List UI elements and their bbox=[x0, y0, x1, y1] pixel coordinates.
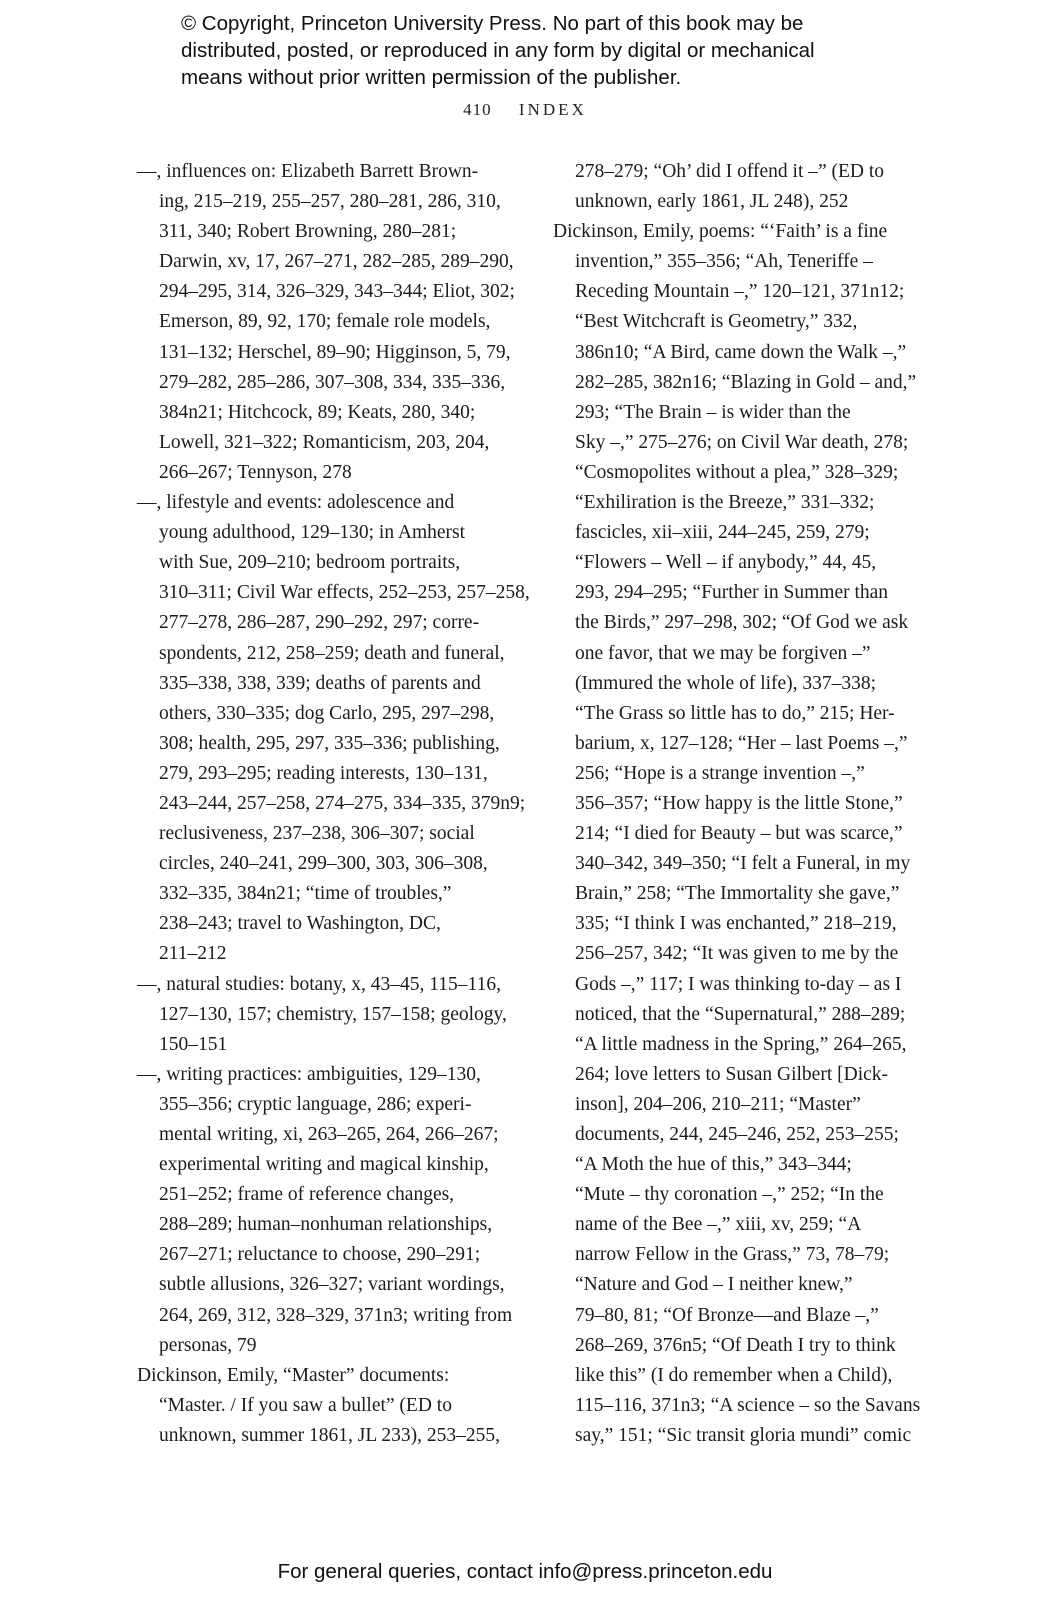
index-line-continuation: “A little madness in the Spring,” 264–265, bbox=[575, 1033, 907, 1055]
copyright-line: © Copyright, Princeton University Press. No part of this book may be bbox=[181, 12, 804, 35]
index-line-continuation: 214; “I died for Beauty – but was scarce,” bbox=[575, 823, 903, 845]
index-line-continuation: Sky –,” 275–276; on Civil War death, 278; bbox=[575, 431, 909, 453]
index-line-continuation: 264, 269, 312, 328–329, 371n3; writing from bbox=[159, 1304, 513, 1326]
index-line-continuation: like this” (I do remember when a Child), bbox=[575, 1364, 893, 1386]
index-line-continuation: others, 330–335; dog Carlo, 295, 297–298, bbox=[159, 702, 495, 724]
page-number: 410 bbox=[463, 100, 492, 119]
index-line-continuation: name of the Bee –,” xiii, xv, 259; “A bbox=[575, 1214, 862, 1236]
copyright-line: means without prior written permission of the publisher. bbox=[181, 66, 682, 89]
index-line-continuation: 310–311; Civil War effects, 252–253, 257–258, bbox=[159, 582, 530, 604]
index-line-continuation: 251–252; frame of reference changes, bbox=[159, 1184, 455, 1206]
index-line-continuation: 127–130, 157; chemistry, 157–158; geology, bbox=[159, 1003, 507, 1025]
index-line-continuation: one favor, that we may be forgiven –” bbox=[575, 642, 871, 664]
index-line-continuation: 386n10; “A Bird, came down the Walk –,” bbox=[575, 341, 907, 363]
index-line-continuation: Receding Mountain –,” 120–121, 371n12; bbox=[575, 281, 905, 303]
index-line-continuation: documents, 244, 245–246, 252, 253–255; bbox=[575, 1124, 899, 1145]
index-line-continuation: “Best Witchcraft is Geometry,” 332, bbox=[575, 311, 858, 333]
index-line-continuation: 308; health, 295, 297, 335–336; publishing, bbox=[159, 732, 500, 754]
index-line-continuation: Gods –,” 117; I was thinking to-day – as I bbox=[575, 973, 902, 995]
index-line-continuation: “Cosmopolites without a plea,” 328–329; bbox=[575, 461, 899, 483]
index-line-continuation: 282–285, 382n16; “Blazing in Gold – and,” bbox=[575, 371, 917, 393]
index-line-continuation: 79–80, 81; “Of Bronze—and Blaze –,” bbox=[575, 1304, 879, 1326]
index-line-continuation: 279–282, 285–286, 307–308, 334, 335–336, bbox=[159, 371, 506, 393]
index-line-continuation: 277–278, 286–287, 290–292, 297; corre- bbox=[159, 612, 480, 634]
index-line-continuation: noticed, that the “Supernatural,” 288–289; bbox=[575, 1003, 906, 1025]
index-line-continuation: 131–132; Herschel, 89–90; Higginson, 5, 79, bbox=[159, 341, 511, 363]
index-line-continuation: circles, 240–241, 299–300, 303, 306–308, bbox=[159, 853, 488, 875]
index-line-continuation: mental writing, xi, 263–265, 264, 266–267; bbox=[159, 1124, 499, 1145]
index-line-continuation: 294–295, 314, 326–329, 343–344; Eliot, 302; bbox=[159, 281, 515, 303]
index-line-continuation: “Nature and God – I neither knew,” bbox=[575, 1274, 853, 1296]
index-line-continuation: experimental writing and magical kinship, bbox=[159, 1154, 489, 1176]
index-line-continuation: unknown, summer 1861, JL 233), 253–255, bbox=[159, 1424, 501, 1446]
index-entry-heading: —, writing practices: ambiguities, 129–130, bbox=[137, 1063, 481, 1085]
index-line-continuation: 256; “Hope is a strange invention –,” bbox=[575, 762, 865, 784]
index-line-continuation: 293, 294–295; “Further in Summer than bbox=[575, 582, 889, 604]
index-line-continuation: “Flowers – Well – if anybody,” 44, 45, bbox=[575, 552, 877, 574]
index-column-left bbox=[137, 157, 530, 1451]
index-line-continuation: “The Grass so little has to do,” 215; Her- bbox=[575, 702, 895, 724]
index-line-continuation: 293; “The Brain – is wider than the bbox=[575, 401, 851, 423]
index-line-continuation: 264; love letters to Susan Gilbert [Dick- bbox=[575, 1063, 889, 1085]
index-entry-heading: Dickinson, Emily, poems: “‘Faith’ is a fine bbox=[553, 221, 888, 243]
index-line-continuation: 267–271; reluctance to choose, 290–291; bbox=[159, 1244, 481, 1266]
index-entry-heading: —, lifestyle and events: adolescence and bbox=[137, 492, 455, 514]
index-line-continuation: spondents, 212, 258–259; death and funeral, bbox=[159, 642, 505, 664]
index-line-continuation: “Mute – thy coronation –,” 252; “In the bbox=[575, 1184, 884, 1206]
index-entry-heading: —, natural studies: botany, x, 43–45, 115–116, bbox=[137, 973, 501, 995]
index-line-continuation: “Exhiliration is the Breeze,” 331–332; bbox=[575, 492, 875, 514]
index-line-continuation: Brain,” 258; “The Immortality she gave,” bbox=[575, 883, 900, 905]
section-title: INDEX bbox=[518, 100, 587, 119]
index-line-continuation: 150–151 bbox=[159, 1033, 228, 1055]
index-line-continuation: barium, x, 127–128; “Her – last Poems –,” bbox=[575, 732, 908, 754]
index-line-continuation: 278–279; “Oh’ did I offend it –” (ED to bbox=[575, 161, 885, 182]
copyright-notice bbox=[181, 10, 901, 91]
running-head bbox=[0, 100, 1050, 120]
index-line-continuation: (Immured the whole of life), 337–338; bbox=[575, 672, 877, 694]
index-line-continuation: the Birds,” 297–298, 302; “Of God we ask bbox=[575, 612, 909, 634]
index-line-continuation: inson], 204–206, 210–211; “Master” bbox=[575, 1093, 861, 1115]
index-line-continuation: 268–269, 376n5; “Of Death I try to think bbox=[575, 1334, 896, 1356]
index-line-continuation: personas, 79 bbox=[159, 1334, 257, 1356]
index-entry-heading: —, influences on: Elizabeth Barrett Brown- bbox=[137, 161, 479, 182]
index-line-continuation: subtle allusions, 326–327; variant wordings, bbox=[159, 1274, 505, 1296]
index-line-continuation: narrow Fellow in the Grass,” 73, 78–79; bbox=[575, 1244, 890, 1266]
index-line-continuation: unknown, early 1861, JL 248), 252 bbox=[575, 191, 849, 213]
index-column-right bbox=[553, 157, 933, 1451]
index-line-continuation: fascicles, xii–xiii, 244–245, 259, 279; bbox=[575, 522, 870, 544]
index-line-continuation: 256–257, 342; “It was given to me by the bbox=[575, 943, 899, 965]
index-line-continuation: invention,” 355–356; “Ah, Teneriffe – bbox=[575, 251, 873, 273]
index-entry-heading: Dickinson, Emily, “Master” documents: bbox=[137, 1364, 450, 1386]
index-line-continuation: 384n21; Hitchcock, 89; Keats, 280, 340; bbox=[159, 401, 476, 423]
footer-contact: For general queries, contact info@press.princeton.edu bbox=[277, 1560, 773, 1583]
index-line-continuation: 243–244, 257–258, 274–275, 334–335, 379n9; bbox=[159, 792, 526, 814]
index-line-continuation: say,” 151; “Sic transit gloria mundi” comic bbox=[575, 1424, 912, 1446]
index-line-continuation: 340–342, 349–350; “I felt a Funeral, in my bbox=[575, 853, 911, 875]
index-line-continuation: ing, 215–219, 255–257, 280–281, 286, 310, bbox=[159, 191, 501, 213]
index-line-continuation: 238–243; travel to Washington, DC, bbox=[159, 913, 441, 935]
index-line-continuation: Emerson, 89, 92, 170; female role models, bbox=[159, 311, 491, 333]
index-line-continuation: 266–267; Tennyson, 278 bbox=[159, 461, 352, 483]
index-line-continuation: 356–357; “How happy is the little Stone,” bbox=[575, 792, 903, 814]
index-line-continuation: 288–289; human–nonhuman relationships, bbox=[159, 1214, 493, 1236]
index-line-continuation: 355–356; cryptic language, 286; experi- bbox=[159, 1093, 472, 1115]
index-line-continuation: 335–338, 338, 339; deaths of parents and bbox=[159, 672, 481, 694]
index-line-continuation: 335; “I think I was enchanted,” 218–219, bbox=[575, 913, 897, 935]
index-line-continuation: 115–116, 371n3; “A science – so the Savans bbox=[575, 1394, 921, 1416]
index-line-continuation: with Sue, 209–210; bedroom portraits, bbox=[159, 552, 461, 574]
copyright-line: distributed, posted, or reproduced in any form by digital or mechanical bbox=[181, 39, 815, 62]
index-line-continuation: Darwin, xv, 17, 267–271, 282–285, 289–290, bbox=[159, 251, 514, 273]
index-line-continuation: “Master. / If you saw a bullet” (ED to bbox=[159, 1394, 452, 1416]
index-line-continuation: 211–212 bbox=[159, 943, 227, 965]
index-line-continuation: 311, 340; Robert Browning, 280–281; bbox=[159, 221, 457, 243]
index-line-continuation: reclusiveness, 237–238, 306–307; social bbox=[159, 823, 475, 845]
index-line-continuation: Lowell, 321–322; Romanticism, 203, 204, bbox=[159, 431, 490, 453]
index-line-continuation: 279, 293–295; reading interests, 130–131, bbox=[159, 762, 488, 784]
index-line-continuation: 332–335, 384n21; “time of troubles,” bbox=[159, 883, 452, 905]
index-line-continuation: young adulthood, 129–130; in Amherst bbox=[159, 522, 466, 544]
index-line-continuation: “A Moth the hue of this,” 343–344; bbox=[575, 1154, 852, 1176]
